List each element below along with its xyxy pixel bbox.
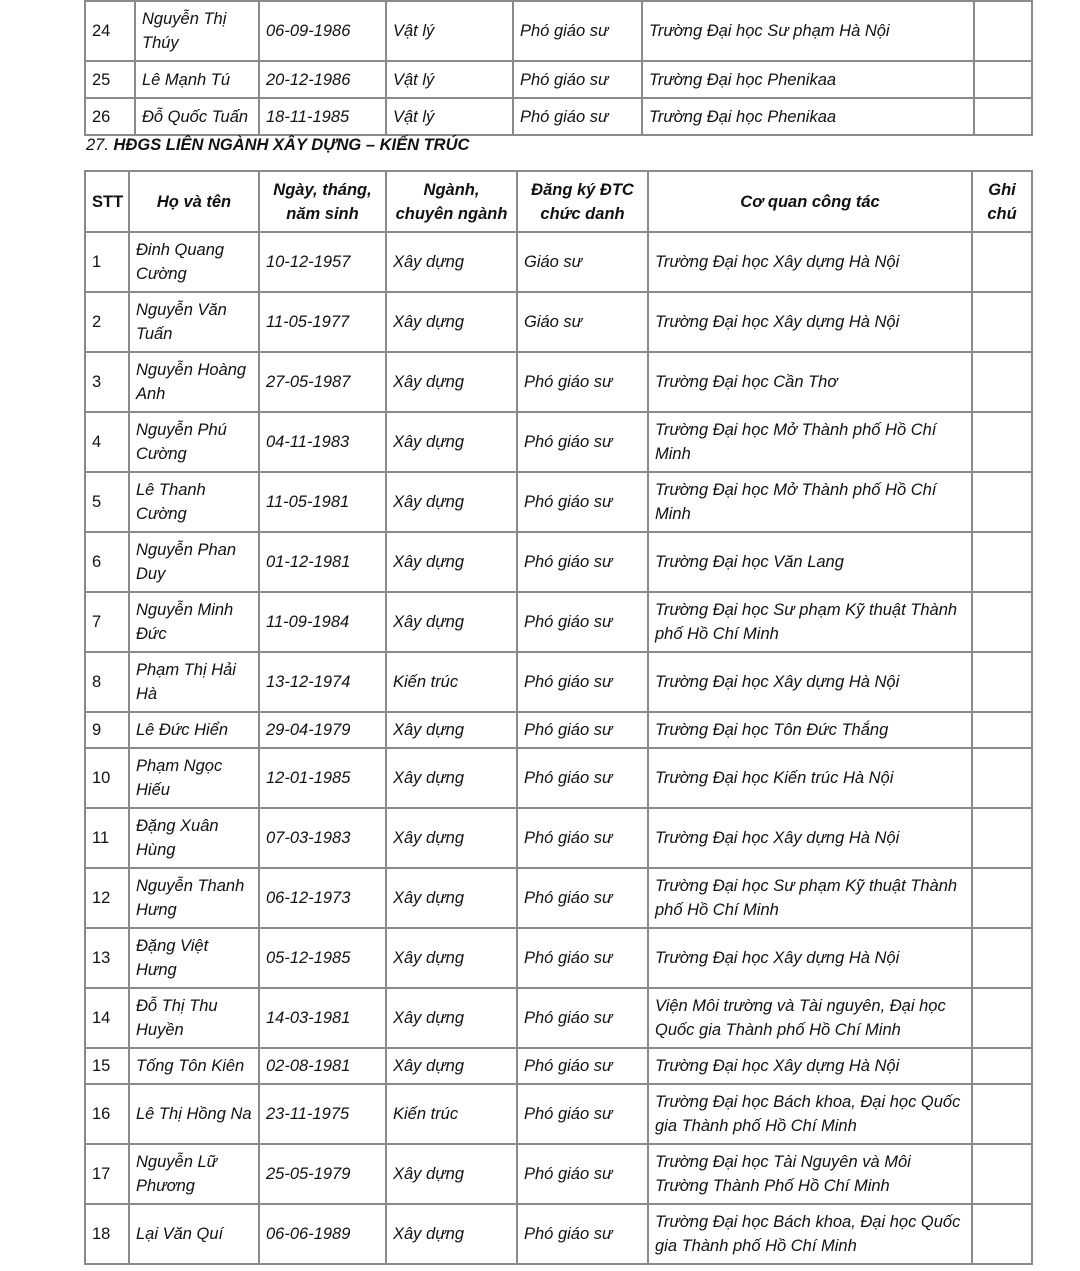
cell-name: Nguyễn Hoàng Anh xyxy=(129,352,259,412)
cell-dob: 04-11-1983 xyxy=(259,412,386,472)
cell-title: Phó giáo sư xyxy=(517,748,648,808)
cell-name: Đỗ Thị Thu Huyền xyxy=(129,988,259,1048)
cell-org: Trường Đại học Phenikaa xyxy=(642,61,974,98)
cell-org: Trường Đại học Sư phạm Kỹ thuật Thành phố Hồ Chí Minh xyxy=(648,592,972,652)
cell-title: Phó giáo sư xyxy=(517,1204,648,1264)
cell-dob: 11-05-1977 xyxy=(259,292,386,352)
table-row xyxy=(85,1084,1032,1144)
table-row xyxy=(85,472,1032,532)
cell-field: Xây dựng xyxy=(386,748,517,808)
cell-field: Xây dựng xyxy=(386,1204,517,1264)
table-row xyxy=(85,748,1032,808)
cell-title: Phó giáo sư xyxy=(513,98,642,135)
cell-note xyxy=(972,292,1032,352)
cell-stt: 13 xyxy=(85,928,129,988)
cell-title: Phó giáo sư xyxy=(517,1048,648,1084)
council-table xyxy=(84,170,1033,1265)
cell-stt: 15 xyxy=(85,1048,129,1084)
cell-org: Trường Đại học Xây dựng Hà Nội xyxy=(648,928,972,988)
header-note: Ghi chú xyxy=(972,171,1032,232)
cell-name: Đặng Xuân Hùng xyxy=(129,808,259,868)
table-row xyxy=(85,412,1032,472)
cell-dob: 07-03-1983 xyxy=(259,808,386,868)
header-dob: Ngày, tháng, năm sinh xyxy=(259,171,386,232)
cell-note xyxy=(972,928,1032,988)
cell-title: Phó giáo sư xyxy=(517,652,648,712)
cell-title: Phó giáo sư xyxy=(517,1144,648,1204)
cell-dob: 11-09-1984 xyxy=(259,592,386,652)
cell-stt: 18 xyxy=(85,1204,129,1264)
cell-field: Xây dựng xyxy=(386,712,517,748)
cell-note xyxy=(972,412,1032,472)
cell-field: Xây dựng xyxy=(386,808,517,868)
table-row xyxy=(85,592,1032,652)
cell-name: Đặng Việt Hưng xyxy=(129,928,259,988)
cell-note xyxy=(972,988,1032,1048)
cell-org: Trường Đại học Phenikaa xyxy=(642,98,974,135)
cell-note xyxy=(972,352,1032,412)
cell-title: Giáo sư xyxy=(517,292,648,352)
cell-stt: 9 xyxy=(85,712,129,748)
cell-field: Vật lý xyxy=(386,61,513,98)
cell-field: Vật lý xyxy=(386,1,513,61)
cell-field: Xây dựng xyxy=(386,592,517,652)
cell-title: Phó giáo sư xyxy=(517,1084,648,1144)
cell-dob: 20-12-1986 xyxy=(259,61,386,98)
cell-name: Đỗ Quốc Tuấn xyxy=(135,98,259,135)
cell-org: Viện Môi trường và Tài nguyên, Đại học Quốc gia Thành phố Hồ Chí Minh xyxy=(648,988,972,1048)
cell-org: Trường Đại học Bách khoa, Đại học Quốc gia Thành phố Hồ Chí Minh xyxy=(648,1084,972,1144)
cell-dob: 05-12-1985 xyxy=(259,928,386,988)
cell-note xyxy=(972,808,1032,868)
cell-title: Phó giáo sư xyxy=(517,808,648,868)
cell-title: Phó giáo sư xyxy=(517,928,648,988)
cell-name: Lê Đức Hiển xyxy=(129,712,259,748)
table-row xyxy=(85,61,1032,98)
cell-stt: 4 xyxy=(85,412,129,472)
cell-stt: 5 xyxy=(85,472,129,532)
previous-section-table xyxy=(84,0,1033,136)
section-number: 27. xyxy=(86,136,109,154)
cell-org: Trường Đại học Xây dựng Hà Nội xyxy=(648,292,972,352)
cell-dob: 27-05-1987 xyxy=(259,352,386,412)
header-field: Ngành, chuyên ngành xyxy=(386,171,517,232)
cell-stt: 14 xyxy=(85,988,129,1048)
cell-field: Xây dựng xyxy=(386,928,517,988)
cell-title: Phó giáo sư xyxy=(517,532,648,592)
table-row xyxy=(85,98,1032,135)
cell-org: Trường Đại học Bách khoa, Đại học Quốc gia Thành phố Hồ Chí Minh xyxy=(648,1204,972,1264)
cell-name: Lê Thị Hồng Na xyxy=(129,1084,259,1144)
cell-org: Trường Đại học Cần Thơ xyxy=(648,352,972,412)
cell-name: Lê Mạnh Tú xyxy=(135,61,259,98)
table-row xyxy=(85,988,1032,1048)
cell-stt: 25 xyxy=(85,61,135,98)
cell-note xyxy=(972,1048,1032,1084)
cell-title: Phó giáo sư xyxy=(517,988,648,1048)
cell-dob: 13-12-1974 xyxy=(259,652,386,712)
table-row xyxy=(85,652,1032,712)
table-row xyxy=(85,292,1032,352)
cell-org: Trường Đại học Sư phạm Kỹ thuật Thành phố Hồ Chí Minh xyxy=(648,868,972,928)
cell-stt: 11 xyxy=(85,808,129,868)
cell-title: Phó giáo sư xyxy=(517,592,648,652)
cell-field: Xây dựng xyxy=(386,868,517,928)
cell-note xyxy=(972,868,1032,928)
cell-stt: 10 xyxy=(85,748,129,808)
cell-title: Phó giáo sư xyxy=(517,472,648,532)
section-title: HĐGS LIÊN NGÀNH XÂY DỰNG – KIẾN TRÚC xyxy=(113,136,470,154)
table-row xyxy=(85,352,1032,412)
cell-name: Tống Tôn Kiên xyxy=(129,1048,259,1084)
cell-org: Trường Đại học Văn Lang xyxy=(648,532,972,592)
cell-org: Trường Đại học Xây dựng Hà Nội xyxy=(648,232,972,292)
table-row xyxy=(85,1144,1032,1204)
cell-note xyxy=(972,748,1032,808)
cell-name: Nguyễn Văn Tuấn xyxy=(129,292,259,352)
cell-title: Phó giáo sư xyxy=(513,1,642,61)
cell-field: Xây dựng xyxy=(386,412,517,472)
cell-dob: 14-03-1981 xyxy=(259,988,386,1048)
cell-note xyxy=(972,592,1032,652)
cell-stt: 16 xyxy=(85,1084,129,1144)
cell-title: Giáo sư xyxy=(517,232,648,292)
cell-dob: 11-05-1981 xyxy=(259,472,386,532)
cell-field: Xây dựng xyxy=(386,532,517,592)
table-row xyxy=(85,1048,1032,1084)
cell-name: Phạm Ngọc Hiếu xyxy=(129,748,259,808)
table-row xyxy=(85,1,1032,61)
cell-org: Trường Đại học Tôn Đức Thắng xyxy=(648,712,972,748)
cell-field: Xây dựng xyxy=(386,988,517,1048)
cell-field: Xây dựng xyxy=(386,292,517,352)
cell-org: Trường Đại học Xây dựng Hà Nội xyxy=(648,808,972,868)
cell-stt: 12 xyxy=(85,868,129,928)
cell-note xyxy=(972,652,1032,712)
cell-note xyxy=(972,472,1032,532)
table-row xyxy=(85,808,1032,868)
table-row xyxy=(85,928,1032,988)
table-row xyxy=(85,232,1032,292)
cell-name: Nguyễn Phan Duy xyxy=(129,532,259,592)
cell-stt: 17 xyxy=(85,1144,129,1204)
cell-note xyxy=(972,1204,1032,1264)
cell-stt: 2 xyxy=(85,292,129,352)
cell-note xyxy=(972,1144,1032,1204)
cell-field: Xây dựng xyxy=(386,352,517,412)
table-body xyxy=(85,232,1032,1264)
cell-field: Kiến trúc xyxy=(386,652,517,712)
cell-note xyxy=(972,1084,1032,1144)
cell-stt: 26 xyxy=(85,98,135,135)
cell-title: Phó giáo sư xyxy=(517,868,648,928)
cell-dob: 18-11-1985 xyxy=(259,98,386,135)
cell-note xyxy=(972,712,1032,748)
cell-name: Nguyễn Thị Thúy xyxy=(135,1,259,61)
cell-org: Trường Đại học Sư phạm Hà Nội xyxy=(642,1,974,61)
cell-dob: 02-08-1981 xyxy=(259,1048,386,1084)
cell-name: Lê Thanh Cường xyxy=(129,472,259,532)
cell-dob: 06-06-1989 xyxy=(259,1204,386,1264)
table-row xyxy=(85,868,1032,928)
cell-title: Phó giáo sư xyxy=(517,352,648,412)
cell-field: Xây dựng xyxy=(386,1144,517,1204)
cell-field: Kiến trúc xyxy=(386,1084,517,1144)
cell-org: Trường Đại học Mở Thành phố Hồ Chí Minh xyxy=(648,472,972,532)
cell-org: Trường Đại học Mở Thành phố Hồ Chí Minh xyxy=(648,412,972,472)
cell-field: Xây dựng xyxy=(386,1048,517,1084)
cell-title: Phó giáo sư xyxy=(517,412,648,472)
header-title: Đăng ký ĐTC chức danh xyxy=(517,171,648,232)
cell-name: Lại Văn Quí xyxy=(129,1204,259,1264)
cell-org: Trường Đại học Xây dựng Hà Nội xyxy=(648,1048,972,1084)
cell-dob: 01-12-1981 xyxy=(259,532,386,592)
cell-note xyxy=(974,1,1032,61)
cell-org: Trường Đại học Xây dựng Hà Nội xyxy=(648,652,972,712)
header-name: Họ và tên xyxy=(129,171,259,232)
cell-name: Nguyễn Phú Cường xyxy=(129,412,259,472)
table-row xyxy=(85,1204,1032,1264)
cell-name: Nguyễn Lữ Phương xyxy=(129,1144,259,1204)
cell-dob: 29-04-1979 xyxy=(259,712,386,748)
cell-title: Phó giáo sư xyxy=(513,61,642,98)
cell-note xyxy=(972,532,1032,592)
cell-dob: 06-12-1973 xyxy=(259,868,386,928)
cell-note xyxy=(974,61,1032,98)
cell-field: Xây dựng xyxy=(386,232,517,292)
cell-field: Vật lý xyxy=(386,98,513,135)
cell-dob: 12-01-1985 xyxy=(259,748,386,808)
cell-title: Phó giáo sư xyxy=(517,712,648,748)
cell-name: Nguyễn Thanh Hưng xyxy=(129,868,259,928)
section-heading xyxy=(86,134,469,156)
table-row xyxy=(85,532,1032,592)
cell-org: Trường Đại học Kiến trúc Hà Nội xyxy=(648,748,972,808)
cell-stt: 8 xyxy=(85,652,129,712)
cell-name: Đinh Quang Cường xyxy=(129,232,259,292)
cell-org: Trường Đại học Tài Nguyên và Môi Trường Thành Phố Hồ Chí Minh xyxy=(648,1144,972,1204)
cell-stt: 7 xyxy=(85,592,129,652)
header-org: Cơ quan công tác xyxy=(648,171,972,232)
cell-note xyxy=(972,232,1032,292)
cell-name: Phạm Thị Hải Hà xyxy=(129,652,259,712)
cell-stt: 3 xyxy=(85,352,129,412)
cell-dob: 25-05-1979 xyxy=(259,1144,386,1204)
cell-dob: 10-12-1957 xyxy=(259,232,386,292)
header-stt: STT xyxy=(85,171,129,232)
cell-field: Xây dựng xyxy=(386,472,517,532)
cell-stt: 1 xyxy=(85,232,129,292)
cell-dob: 23-11-1975 xyxy=(259,1084,386,1144)
cell-stt: 24 xyxy=(85,1,135,61)
table-row xyxy=(85,712,1032,748)
cell-stt: 6 xyxy=(85,532,129,592)
cell-note xyxy=(974,98,1032,135)
table-header-row xyxy=(85,171,1032,232)
cell-dob: 06-09-1986 xyxy=(259,1,386,61)
cell-name: Nguyễn Minh Đức xyxy=(129,592,259,652)
